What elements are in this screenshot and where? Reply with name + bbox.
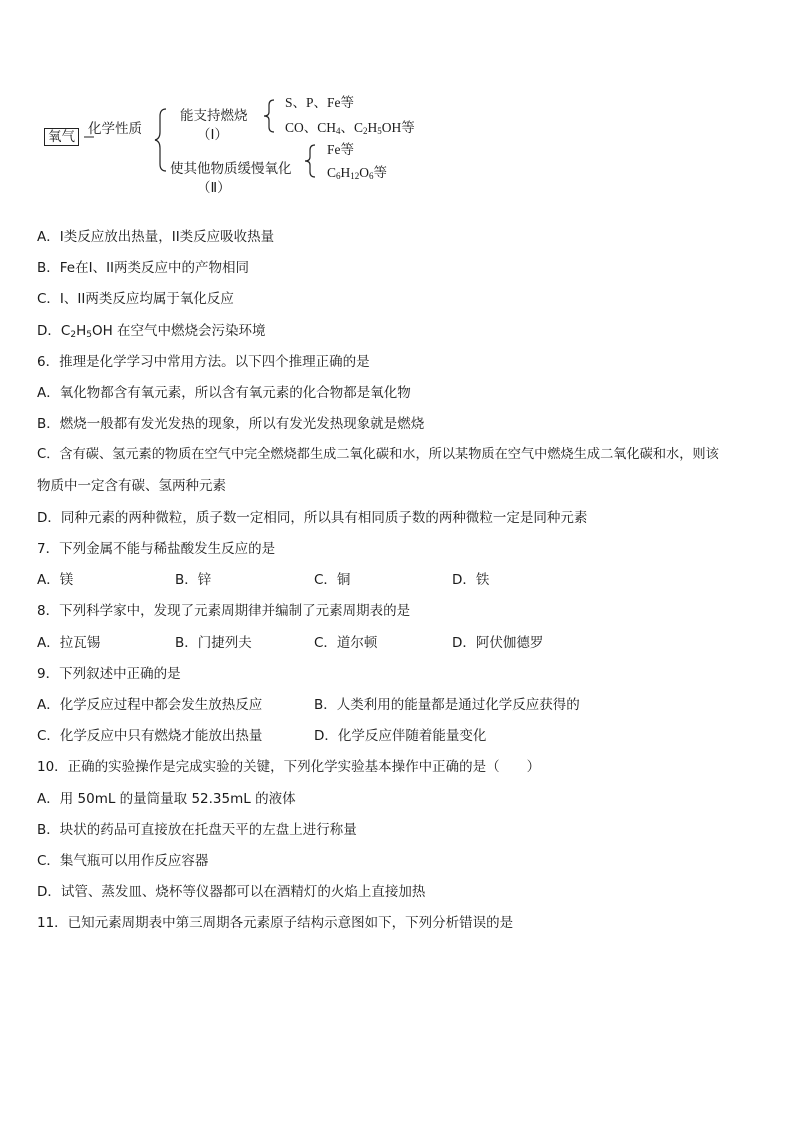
- q10-stem: 10．正确的实验操作是完成实验的关键，下列化学实验基本操作中正确的是（ ）: [37, 759, 541, 775]
- branch2-item-2: $C_6H_{12}O_6$等: [327, 165, 388, 181]
- q9-option-c: C．化学反应中只有燃烧才能放出热量: [37, 728, 263, 744]
- branch2-brace: [303, 144, 317, 178]
- q10-option-b: B．块状的药品可直接放在托盘天平的左盘上进行称量: [37, 822, 357, 838]
- q6-option-b: B．燃烧一般都有发光发热的现象，所以有发光发热现象就是燃烧: [37, 416, 425, 432]
- branch1-label: 能支持燃烧: [180, 108, 248, 124]
- q8-stem: 8．下列科学家中，发现了元素周期律并编制了元素周期表的是: [37, 603, 411, 619]
- q6-option-c-line2: 物质中一定含有碳、氢两种元素: [37, 478, 226, 494]
- diagram-root-box: 氧气: [44, 128, 79, 146]
- main-brace: [154, 108, 168, 172]
- q6-option-c-line1: C．含有碳、氢元素的物质在空气中完全燃烧都生成二氧化碳和水，所以某物质在空气中燃烧生成二氧化碳和水，则该: [37, 447, 719, 462]
- q5-option-a: A．I类反应放出热量，II类反应吸收热量: [37, 229, 275, 245]
- q8-option-a: A．拉瓦锡: [37, 635, 101, 651]
- q5-option-d: D．$C_2H_5OH$ 在空气中燃烧会污染环境: [37, 323, 266, 340]
- q9-option-d: D．化学反应伴随着能量变化: [314, 728, 487, 744]
- q5-option-b: B．Fe在I、II两类反应中的产物相同: [37, 260, 250, 276]
- q6-option-d: D．同种元素的两种微粒，质子数一定相同，所以具有相同质子数的两种微粒一定是同种元素: [37, 510, 588, 526]
- q8-option-b: B．门捷列夫: [175, 635, 252, 651]
- diagram-property-label: 化学性质: [88, 121, 142, 137]
- q7-option-b: B．锌: [175, 572, 212, 588]
- q5-option-c: C．I、II两类反应均属于氧化反应: [37, 291, 234, 307]
- q7-stem: 7．下列金属不能与稀盐酸发生反应的是: [37, 541, 276, 557]
- q7-option-a: A．镁: [37, 572, 74, 588]
- q9-option-b: B．人类利用的能量都是通过化学反应获得的: [314, 697, 580, 713]
- q10-option-c: C．集气瓶可以用作反应容器: [37, 853, 209, 869]
- branch2-label: 使其他物质缓慢氧化: [170, 161, 292, 177]
- q7-option-c: C．铜: [314, 572, 351, 588]
- q10-option-d: D．试管、蒸发皿、烧杯等仪器都可以在酒精灯的火焰上直接加热: [37, 884, 426, 900]
- q10-option-a: A．用 50mL 的量筒量取 52.35mL 的液体: [37, 791, 296, 807]
- q8-option-c: C．道尔顿: [314, 635, 378, 651]
- branch2-item-1: Fe等: [327, 142, 354, 158]
- branch2-number: （Ⅱ）: [197, 180, 231, 196]
- branch1-item-2: CO、$CH_4$、$C_2H_5OH$等: [285, 120, 415, 136]
- branch1-brace: [262, 99, 276, 133]
- q9-stem: 9．下列叙述中正确的是: [37, 666, 181, 682]
- branch1-item-1: S、P、Fe等: [285, 95, 355, 111]
- branch1-number: （Ⅰ）: [197, 127, 228, 143]
- q7-option-d: D．铁: [452, 572, 490, 588]
- q11-stem: 11．已知元素周期表中第三周期各元素原子结构示意图如下，下列分析错误的是: [37, 915, 514, 931]
- q6-stem: 6．推理是化学学习中常用方法。以下四个推理正确的是: [37, 354, 370, 370]
- q8-option-d: D．阿伏伽德罗: [452, 635, 544, 651]
- q6-option-a: A．氧化物都含有氧元素，所以含有氧元素的化合物都是氧化物: [37, 385, 411, 401]
- q9-option-a: A．化学反应过程中都会发生放热反应: [37, 697, 263, 713]
